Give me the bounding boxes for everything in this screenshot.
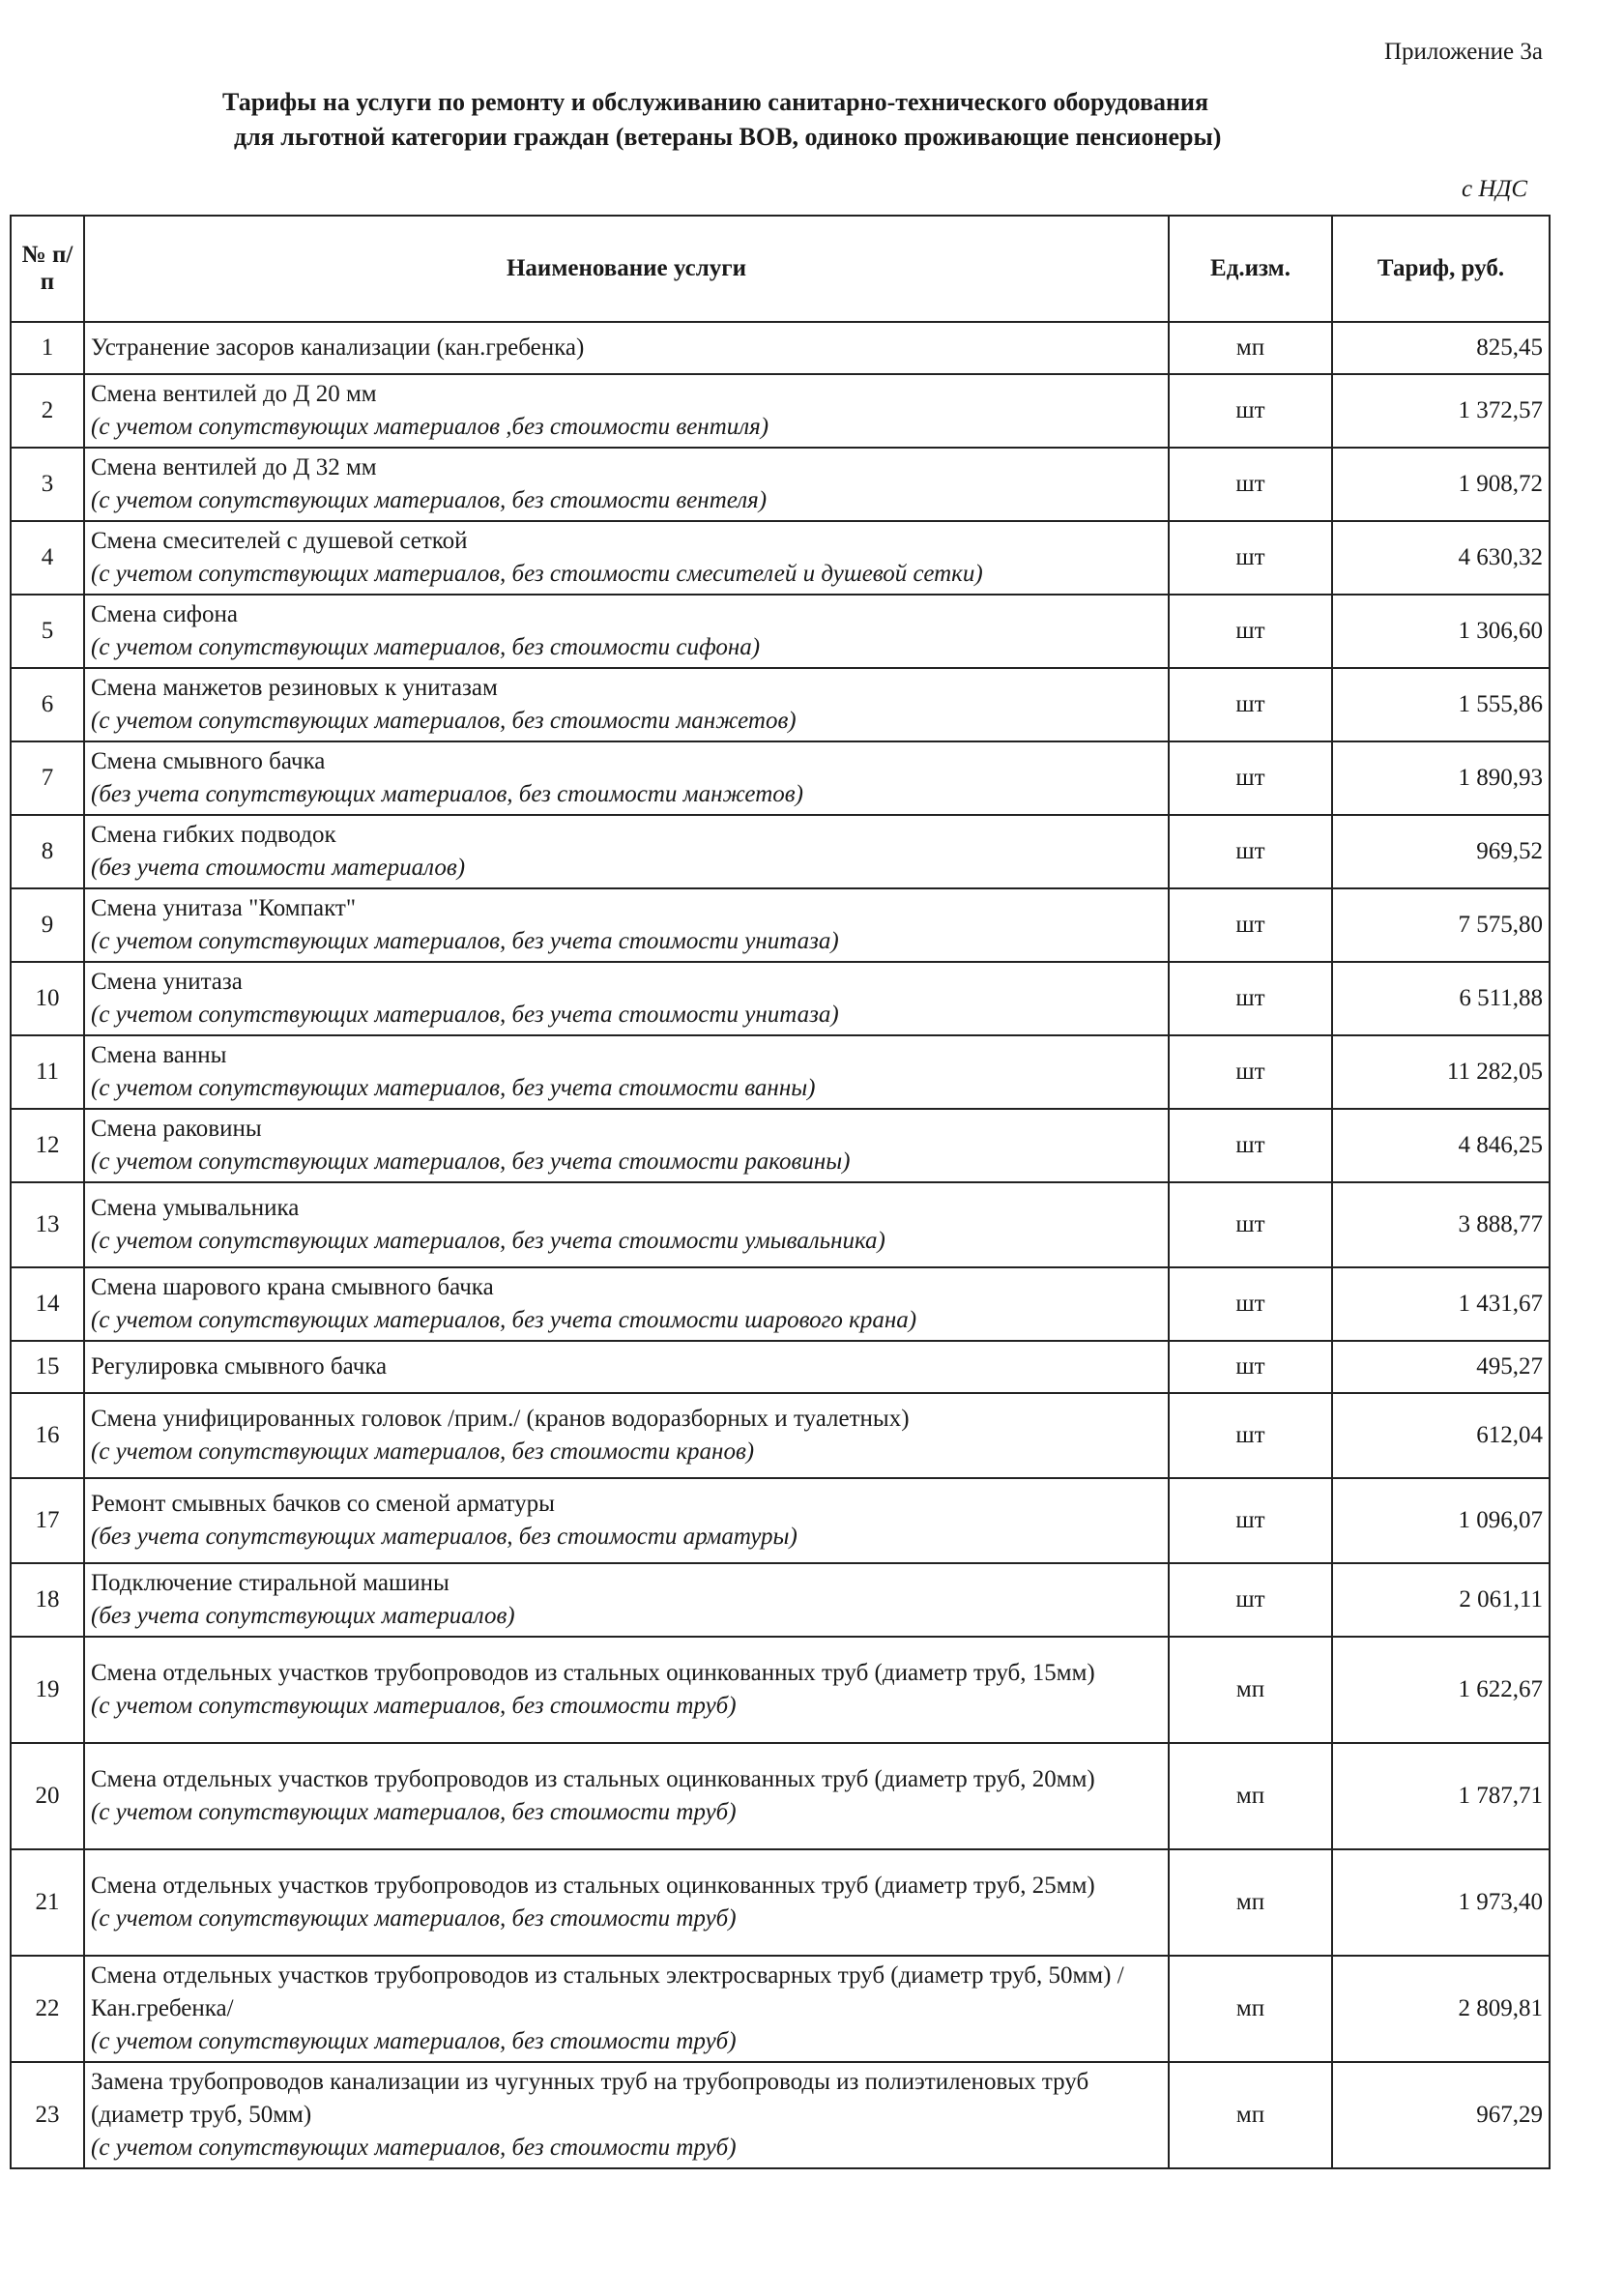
service-name xyxy=(84,595,1169,668)
service-note: (с учетом сопутствующих материалов, без учета стоимости раковины) xyxy=(91,1148,851,1175)
service-title: Смена шарового крана смывного бачка xyxy=(91,1274,494,1300)
service-title: Смена смывного бачка xyxy=(91,748,326,774)
service-title: Смена вентилей до Д 20 мм xyxy=(91,381,377,407)
unit: шт xyxy=(1169,521,1332,595)
service-title: Смена умывальника xyxy=(91,1195,300,1221)
service-title: Замена трубопроводов канализации из чугунных труб на трубопроводы из полиэтиленовых труб (диаметр труб, 50мм) xyxy=(91,2069,1089,2128)
service-name xyxy=(84,741,1169,815)
service-note: (с учетом сопутствующих материалов, без стоимости труб) xyxy=(91,1905,737,1932)
row-number: 5 xyxy=(11,595,84,668)
service-note: (без учета стоимости материалов) xyxy=(91,855,466,881)
unit: шт xyxy=(1169,668,1332,741)
unit: мп xyxy=(1169,1956,1332,2062)
service-note: (с учетом сопутствующих материалов, без учета стоимости умывальника) xyxy=(91,1228,885,1254)
row-number: 11 xyxy=(11,1035,84,1109)
tariff: 1 096,07 xyxy=(1332,1478,1550,1563)
service-name xyxy=(84,1341,1169,1393)
tariff: 1 555,86 xyxy=(1332,668,1550,741)
service-title: Подключение стиральной машины xyxy=(91,1570,450,1596)
service-name xyxy=(84,668,1169,741)
service-name xyxy=(84,962,1169,1035)
service-note: (с учетом сопутствующих материалов, без стоимости манжетов) xyxy=(91,708,797,734)
title-line-2: для льготной категории граждан (ветераны ВОВ, одиноко проживающие пенсионеры) xyxy=(234,123,1222,151)
table-row xyxy=(11,1743,1550,1849)
tariff: 11 282,05 xyxy=(1332,1035,1550,1109)
table-row xyxy=(11,1341,1550,1393)
service-name xyxy=(84,1563,1169,1637)
table-row xyxy=(11,521,1550,595)
service-name xyxy=(84,1956,1169,2062)
row-number: 3 xyxy=(11,448,84,521)
table-row xyxy=(11,448,1550,521)
table-row xyxy=(11,1182,1550,1267)
tariff: 1 431,67 xyxy=(1332,1267,1550,1341)
unit: шт xyxy=(1169,595,1332,668)
service-note: (с учетом сопутствующих материалов, без стоимости смесителей и душевой сетки) xyxy=(91,561,983,587)
vat-note: с НДС xyxy=(1462,176,1527,202)
row-number: 14 xyxy=(11,1267,84,1341)
service-note: (с учетом сопутствующих материалов, без стоимости вентеля) xyxy=(91,487,768,513)
tariff: 4 846,25 xyxy=(1332,1109,1550,1182)
service-name xyxy=(84,815,1169,888)
row-number: 17 xyxy=(11,1478,84,1563)
service-title: Устранение засоров канализации (кан.гребенка) xyxy=(91,334,585,361)
unit: шт xyxy=(1169,741,1332,815)
tariff: 2 061,11 xyxy=(1332,1563,1550,1637)
table-row xyxy=(11,668,1550,741)
row-number: 10 xyxy=(11,962,84,1035)
unit: шт xyxy=(1169,815,1332,888)
header-service-name: Наименование услуги xyxy=(84,216,1169,322)
service-name xyxy=(84,1849,1169,1956)
table-row xyxy=(11,374,1550,448)
service-note: (с учетом сопутствующих материалов, без стоимости кранов) xyxy=(91,1438,755,1465)
tariff: 4 630,32 xyxy=(1332,521,1550,595)
tariff: 825,45 xyxy=(1332,322,1550,374)
tariff: 6 511,88 xyxy=(1332,962,1550,1035)
row-number: 15 xyxy=(11,1341,84,1393)
service-name xyxy=(84,1035,1169,1109)
service-name xyxy=(84,1182,1169,1267)
unit: мп xyxy=(1169,322,1332,374)
table-header-row xyxy=(11,216,1550,322)
table-row xyxy=(11,1563,1550,1637)
unit: шт xyxy=(1169,1035,1332,1109)
table-row xyxy=(11,888,1550,962)
service-note: (без учета сопутствующих материалов, без стоимости манжетов) xyxy=(91,781,803,807)
table-row xyxy=(11,1637,1550,1743)
table-row xyxy=(11,962,1550,1035)
service-title: Смена сифона xyxy=(91,601,238,627)
row-number: 18 xyxy=(11,1563,84,1637)
unit: шт xyxy=(1169,1393,1332,1478)
tariff: 495,27 xyxy=(1332,1341,1550,1393)
unit: шт xyxy=(1169,1341,1332,1393)
service-name xyxy=(84,1743,1169,1849)
service-title: Смена отдельных участков трубопроводов из стальных оцинкованных труб (диаметр труб, 25мм) xyxy=(91,1873,1095,1899)
row-number: 1 xyxy=(11,322,84,374)
table-body xyxy=(11,322,1550,2168)
row-number: 9 xyxy=(11,888,84,962)
service-title: Смена унитаза xyxy=(91,969,243,995)
service-title: Смена вентилей до Д 32 мм xyxy=(91,454,377,480)
service-title: Смена унитаза "Компакт" xyxy=(91,895,357,921)
row-number: 7 xyxy=(11,741,84,815)
table-row xyxy=(11,1109,1550,1182)
service-name xyxy=(84,888,1169,962)
service-title: Регулировка смывного бачка xyxy=(91,1353,388,1380)
service-name xyxy=(84,521,1169,595)
appendix-label: Приложение 3а xyxy=(1383,39,1543,65)
table-row xyxy=(11,1478,1550,1563)
unit: шт xyxy=(1169,962,1332,1035)
tariffs-table xyxy=(10,215,1551,2169)
service-title: Смена отдельных участков трубопроводов из стальных электросварных труб (диаметр труб, 50мм) /Кан.гребенка/ xyxy=(91,1962,1124,2021)
row-number: 22 xyxy=(11,1956,84,2062)
service-note: (с учетом сопутствующих материалов, без учета стоимости унитаза) xyxy=(91,1002,839,1028)
table-row xyxy=(11,322,1550,374)
unit: мп xyxy=(1169,2062,1332,2168)
table-row xyxy=(11,1393,1550,1478)
tariff: 2 809,81 xyxy=(1332,1956,1550,2062)
row-number: 20 xyxy=(11,1743,84,1849)
service-name xyxy=(84,2062,1169,2168)
unit: шт xyxy=(1169,1182,1332,1267)
unit: шт xyxy=(1169,448,1332,521)
service-note: (без учета сопутствующих материалов, без стоимости арматуры) xyxy=(91,1524,798,1550)
service-title: Смена раковины xyxy=(91,1116,262,1142)
table-row xyxy=(11,1849,1550,1956)
service-note: (с учетом сопутствующих материалов, без учета стоимости ванны) xyxy=(91,1075,816,1101)
row-number: 23 xyxy=(11,2062,84,2168)
row-number: 8 xyxy=(11,815,84,888)
service-name xyxy=(84,1267,1169,1341)
unit: шт xyxy=(1169,1109,1332,1182)
service-title: Смена унифицированных головок /прим./ (кранов водоразборных и туалетных) xyxy=(91,1406,910,1432)
service-title: Смена манжетов резиновых к унитазам xyxy=(91,675,498,701)
service-name xyxy=(84,1109,1169,1182)
tariff: 1 372,57 xyxy=(1332,374,1550,448)
table-row xyxy=(11,1956,1550,2062)
tariff: 7 575,80 xyxy=(1332,888,1550,962)
table-row xyxy=(11,815,1550,888)
header-tariff: Тариф, руб. xyxy=(1332,216,1550,322)
tariff: 967,29 xyxy=(1332,2062,1550,2168)
unit: мп xyxy=(1169,1849,1332,1956)
tariff: 1 890,93 xyxy=(1332,741,1550,815)
service-title: Смена отдельных участков трубопроводов из стальных оцинкованных труб (диаметр труб, 15мм) xyxy=(91,1660,1095,1686)
row-number: 12 xyxy=(11,1109,84,1182)
tariff: 1 908,72 xyxy=(1332,448,1550,521)
row-number: 4 xyxy=(11,521,84,595)
service-note: (с учетом сопутствующих материалов, без стоимости труб) xyxy=(91,1693,737,1719)
service-title: Ремонт смывных бачков со сменой арматуры xyxy=(91,1491,555,1517)
table-row xyxy=(11,741,1550,815)
service-note: (с учетом сопутствующих материалов, без стоимости труб) xyxy=(91,2135,737,2161)
service-title: Смена гибких подводок xyxy=(91,822,336,848)
service-name xyxy=(84,322,1169,374)
unit: шт xyxy=(1169,374,1332,448)
service-note: (с учетом сопутствующих материалов, без учета стоимости унитаза) xyxy=(91,928,839,954)
row-number: 21 xyxy=(11,1849,84,1956)
tariff: 1 787,71 xyxy=(1332,1743,1550,1849)
tariff: 1 306,60 xyxy=(1332,595,1550,668)
unit: шт xyxy=(1169,1563,1332,1637)
row-number: 16 xyxy=(11,1393,84,1478)
service-name xyxy=(84,1637,1169,1743)
title-line-1: Тарифы на услуги по ремонту и обслуживанию санитарно-технического оборудования xyxy=(222,88,1209,116)
service-title: Смена ванны xyxy=(91,1042,227,1068)
row-number: 19 xyxy=(11,1637,84,1743)
header-unit: Ед.изм. xyxy=(1169,216,1332,322)
table-row xyxy=(11,1035,1550,1109)
unit: шт xyxy=(1169,1478,1332,1563)
tariff: 1 973,40 xyxy=(1332,1849,1550,1956)
row-number: 13 xyxy=(11,1182,84,1267)
header-number: № п/п xyxy=(11,216,84,322)
service-title: Смена смесителей с душевой сеткой xyxy=(91,528,468,554)
row-number: 2 xyxy=(11,374,84,448)
service-name xyxy=(84,374,1169,448)
unit: шт xyxy=(1169,1267,1332,1341)
service-note: (с учетом сопутствующих материалов, без стоимости сифона) xyxy=(91,634,761,660)
tariff: 1 622,67 xyxy=(1332,1637,1550,1743)
service-note: (с учетом сопутствующих материалов, без стоимости труб) xyxy=(91,2028,737,2054)
service-title: Смена отдельных участков трубопроводов из стальных оцинкованных труб (диаметр труб, 20мм) xyxy=(91,1766,1095,1792)
tariff: 612,04 xyxy=(1332,1393,1550,1478)
table-row xyxy=(11,1267,1550,1341)
service-name xyxy=(84,1393,1169,1478)
service-name xyxy=(84,1478,1169,1563)
tariff: 3 888,77 xyxy=(1332,1182,1550,1267)
service-note: (с учетом сопутствующих материалов, без учета стоимости шарового крана) xyxy=(91,1307,917,1333)
unit: шт xyxy=(1169,888,1332,962)
table-row xyxy=(11,2062,1550,2168)
unit: мп xyxy=(1169,1743,1332,1849)
table-row xyxy=(11,595,1550,668)
service-note: (с учетом сопутствующих материалов, без стоимости труб) xyxy=(91,1799,737,1825)
tariff: 969,52 xyxy=(1332,815,1550,888)
service-note: (без учета сопутствующих материалов) xyxy=(91,1603,515,1629)
row-number: 6 xyxy=(11,668,84,741)
document-title xyxy=(222,85,1334,155)
unit: мп xyxy=(1169,1637,1332,1743)
service-name xyxy=(84,448,1169,521)
service-note: (с учетом сопутствующих материалов ,без стоимости вентиля) xyxy=(91,414,769,440)
